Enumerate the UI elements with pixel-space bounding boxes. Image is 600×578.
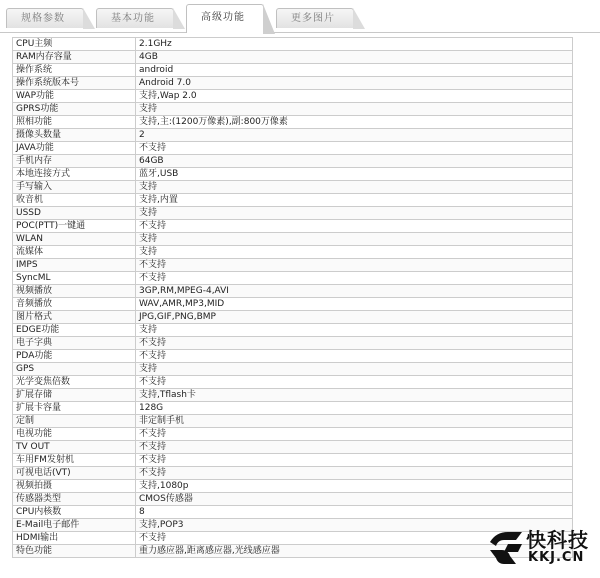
tab-basic-features[interactable]: 基本功能 (96, 8, 174, 28)
spec-value: android (136, 64, 573, 77)
spec-row (13, 64, 573, 77)
spec-value: 蓝牙,USB (136, 168, 573, 181)
watermark-name: 快科技 (526, 528, 589, 552)
spec-key: 可视电话(VT) (13, 467, 136, 480)
spec-key: E-Mail电子邮件 (13, 519, 136, 532)
spec-value: 支持,主:(1200万像素),副:800万像素 (136, 116, 573, 129)
spec-value: WAV,AMR,MP3,MID (136, 298, 573, 311)
spec-value: 支持 (136, 363, 573, 376)
spec-value: 不支持 (136, 454, 573, 467)
spec-row (13, 181, 573, 194)
spec-value: CMOS传感器 (136, 493, 573, 506)
spec-row (13, 363, 573, 376)
spec-key: 特色功能 (13, 545, 136, 558)
spec-row (13, 116, 573, 129)
spec-key: 传感器类型 (13, 493, 136, 506)
spec-key: USSD (13, 207, 136, 220)
spec-row (13, 402, 573, 415)
spec-row (13, 38, 573, 51)
spec-value: 不支持 (136, 142, 573, 155)
spec-row (13, 493, 573, 506)
spec-key: EDGE功能 (13, 324, 136, 337)
spec-row (13, 103, 573, 116)
spec-row (13, 51, 573, 64)
spec-key: TV OUT (13, 441, 136, 454)
spec-value: 支持,Tflash卡 (136, 389, 573, 402)
spec-row (13, 272, 573, 285)
spec-value: 不支持 (136, 376, 573, 389)
spec-key: 定制 (13, 415, 136, 428)
spec-table-body (13, 38, 573, 558)
spec-value: 支持,1080p (136, 480, 573, 493)
spec-row (13, 77, 573, 90)
spec-key: 照相功能 (13, 116, 136, 129)
spec-value: Android 7.0 (136, 77, 573, 90)
spec-value: 不支持 (136, 441, 573, 454)
spec-row (13, 285, 573, 298)
spec-row (13, 480, 573, 493)
watermark-domain: KKJ.CN (528, 550, 585, 565)
spec-row (13, 337, 573, 350)
spec-key: JAVA功能 (13, 142, 136, 155)
spec-row (13, 142, 573, 155)
spec-row (13, 155, 573, 168)
spec-key: 扩展存储 (13, 389, 136, 402)
spec-row (13, 428, 573, 441)
spec-value: 64GB (136, 155, 573, 168)
spec-value: 不支持 (136, 350, 573, 363)
tab-bar (0, 0, 600, 33)
spec-row (13, 246, 573, 259)
spec-row (13, 298, 573, 311)
spec-value: 支持,内置 (136, 194, 573, 207)
spec-key: SyncML (13, 272, 136, 285)
spec-value: 4GB (136, 51, 573, 64)
spec-key: 图片格式 (13, 311, 136, 324)
spec-key: RAM内存容量 (13, 51, 136, 64)
spec-value: 支持,Wap 2.0 (136, 90, 573, 103)
spec-row (13, 220, 573, 233)
spec-key: WAP功能 (13, 90, 136, 103)
spec-key: 本地连接方式 (13, 168, 136, 181)
spec-key: CPU主频 (13, 38, 136, 51)
spec-key: GPRS功能 (13, 103, 136, 116)
spec-row (13, 350, 573, 363)
kkj-logo-icon (486, 528, 524, 568)
spec-value: 不支持 (136, 428, 573, 441)
spec-key: WLAN (13, 233, 136, 246)
tab-advanced-features[interactable]: 高级功能 (186, 4, 264, 33)
spec-row (13, 233, 573, 246)
spec-table (12, 37, 573, 558)
spec-key: HDMI输出 (13, 532, 136, 545)
spec-row (13, 467, 573, 480)
spec-row (13, 506, 573, 519)
spec-key: GPS (13, 363, 136, 376)
spec-row (13, 194, 573, 207)
spec-key: PDA功能 (13, 350, 136, 363)
spec-key: 流媒体 (13, 246, 136, 259)
spec-key: 手机内存 (13, 155, 136, 168)
spec-value: 不支持 (136, 259, 573, 272)
spec-value: 支持,POP3 (136, 519, 573, 532)
spec-value: 128G (136, 402, 573, 415)
spec-key: 收音机 (13, 194, 136, 207)
watermark-logo (486, 524, 596, 574)
spec-row (13, 454, 573, 467)
spec-key: 电子字典 (13, 337, 136, 350)
spec-key: 扩展卡容量 (13, 402, 136, 415)
spec-key: 视频播放 (13, 285, 136, 298)
spec-value: 2.1GHz (136, 38, 573, 51)
spec-key: 摄像头数量 (13, 129, 136, 142)
spec-value: 非定制手机 (136, 415, 573, 428)
spec-key: 电视功能 (13, 428, 136, 441)
spec-value: 支持 (136, 207, 573, 220)
spec-key: 车用FM发射机 (13, 454, 136, 467)
spec-key: 操作系统版本号 (13, 77, 136, 90)
spec-value: 2 (136, 129, 573, 142)
spec-value: JPG,GIF,PNG,BMP (136, 311, 573, 324)
spec-key: 手写输入 (13, 181, 136, 194)
spec-row (13, 389, 573, 402)
spec-row (13, 311, 573, 324)
tab-more-images[interactable]: 更多图片 (276, 8, 354, 28)
spec-key: 音频播放 (13, 298, 136, 311)
tab-specs[interactable]: 规格参数 (6, 8, 84, 28)
spec-row (13, 90, 573, 103)
spec-value: 支持 (136, 246, 573, 259)
spec-key: 操作系统 (13, 64, 136, 77)
spec-row (13, 168, 573, 181)
spec-value: 支持 (136, 324, 573, 337)
spec-value: 不支持 (136, 220, 573, 233)
spec-value: 支持 (136, 181, 573, 194)
spec-value: 不支持 (136, 532, 573, 545)
spec-row (13, 441, 573, 454)
spec-row (13, 207, 573, 220)
spec-value: 不支持 (136, 337, 573, 350)
spec-key: IMPS (13, 259, 136, 272)
spec-key: POC(PTT)一键通 (13, 220, 136, 233)
spec-value: 重力感应器,距离感应器,光线感应器 (136, 545, 573, 558)
spec-row (13, 415, 573, 428)
spec-value: 支持 (136, 233, 573, 246)
spec-value: 不支持 (136, 272, 573, 285)
spec-key: 光学变焦倍数 (13, 376, 136, 389)
spec-row (13, 324, 573, 337)
spec-row (13, 129, 573, 142)
spec-row (13, 259, 573, 272)
spec-value: 支持 (136, 103, 573, 116)
spec-value: 8 (136, 506, 573, 519)
spec-key: CPU内核数 (13, 506, 136, 519)
spec-value: 不支持 (136, 467, 573, 480)
spec-value: 3GP,RM,MPEG-4,AVI (136, 285, 573, 298)
spec-key: 视频拍摄 (13, 480, 136, 493)
spec-row (13, 376, 573, 389)
